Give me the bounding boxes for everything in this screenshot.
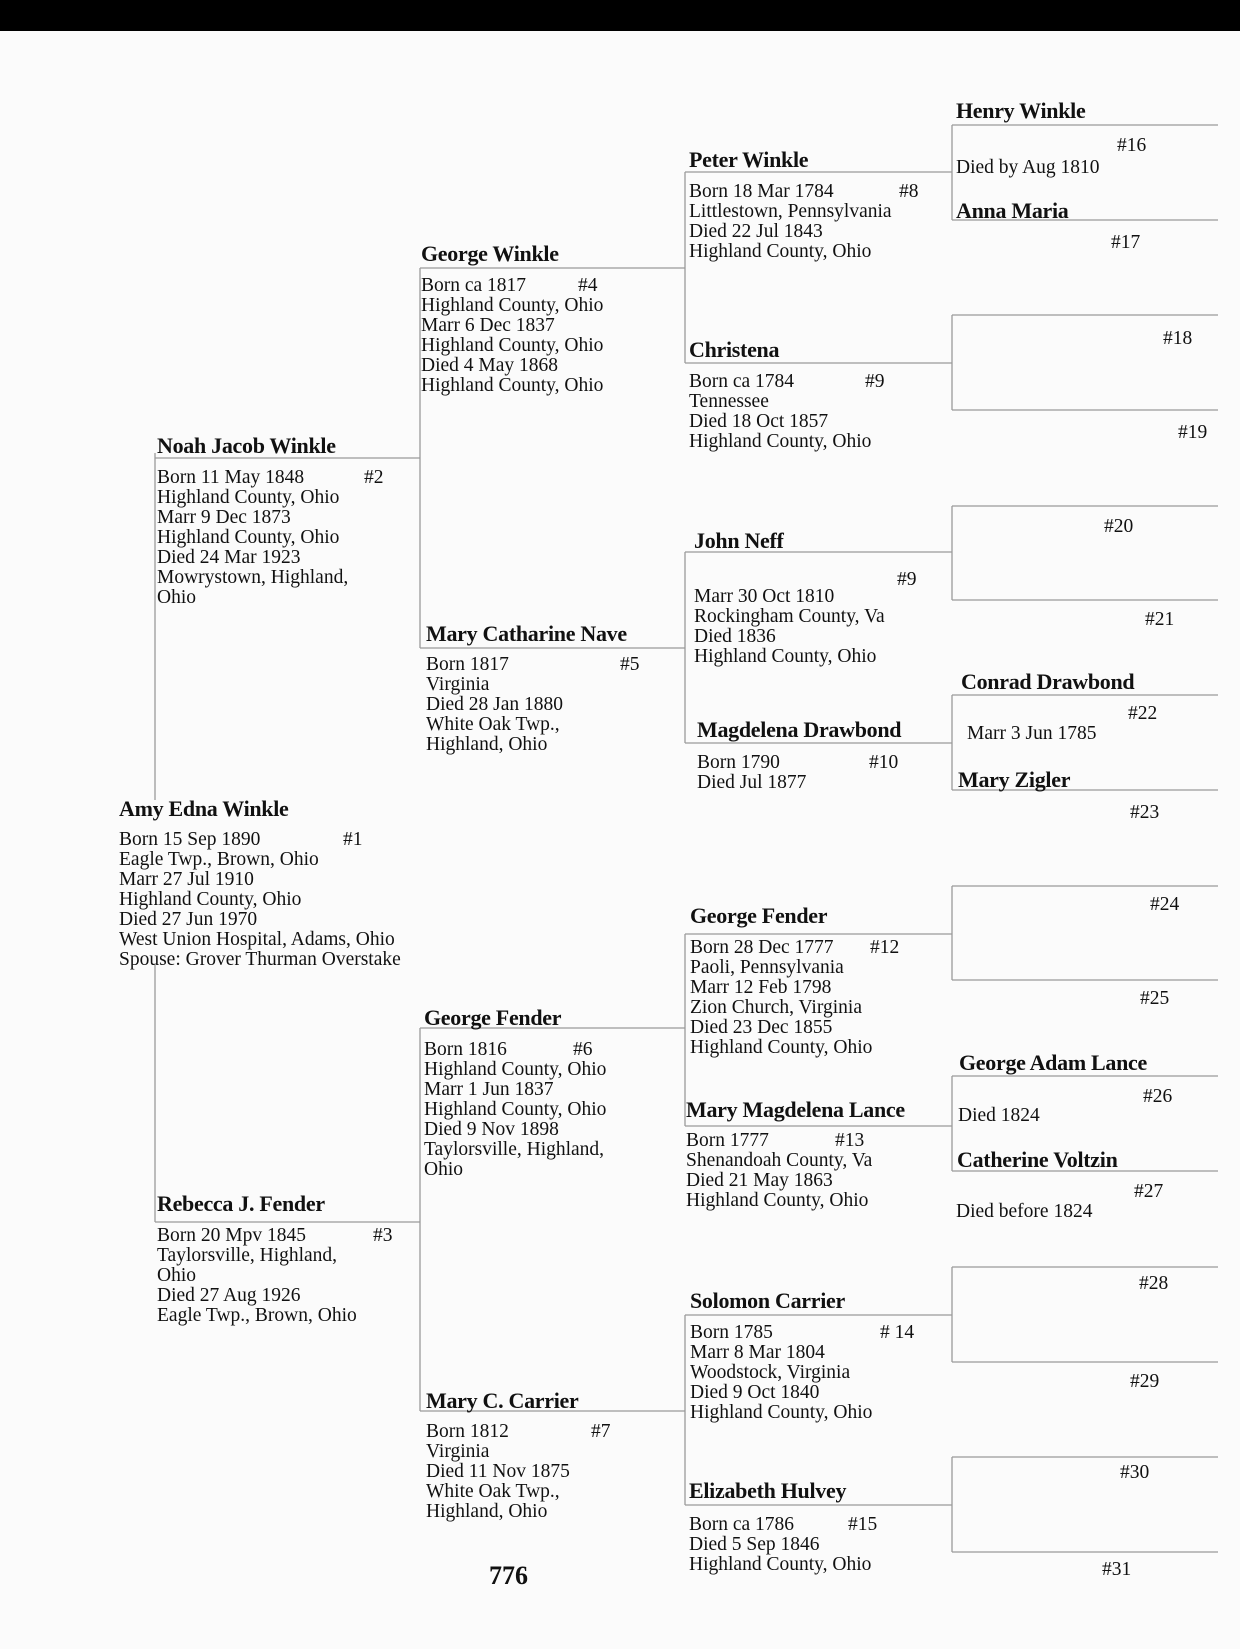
person-2-name: Noah Jacob Winkle bbox=[157, 433, 336, 458]
person-13-name: Mary Magdelena Lance bbox=[686, 1097, 905, 1122]
person-1-details: Born 15 Sep 1890 Eagle Twp., Brown, Ohio Marr 27 Jul 1910 Highland County, Ohio Died 27 Jun 1970 West Union Hospital, Adams, Ohio Spouse: Grover Thurman Overstake bbox=[119, 829, 401, 970]
person-8-details: Born 18 Mar 1784 Littlestown, Pennsylvania Died 22 Jul 1843 Highland County, Ohio bbox=[689, 181, 892, 262]
person-17-number: #17 bbox=[1111, 232, 1141, 253]
person-20-number: #20 bbox=[1104, 516, 1134, 537]
person-21-number: #21 bbox=[1145, 609, 1175, 630]
person-14-details: Born 1785 Marr 8 Mar 1804 Woodstock, Virginia Died 9 Oct 1840 Highland County, Ohio bbox=[690, 1322, 873, 1423]
person-15-details: Born ca 1786 Died 5 Sep 1846 Highland County, Ohio bbox=[689, 1514, 872, 1575]
person-11-details: Born 1790 Died Jul 1877 bbox=[697, 752, 807, 793]
person-3-number: #3 bbox=[373, 1225, 393, 1246]
person-9-name: Christena bbox=[689, 337, 780, 362]
person-26-name: George Adam Lance bbox=[959, 1050, 1147, 1075]
person-15-name: Elizabeth Hulvey bbox=[689, 1478, 847, 1503]
person-9-number: #9 bbox=[865, 371, 885, 392]
person-25-number: #25 bbox=[1140, 988, 1170, 1009]
person-7-details: Born 1812 Virginia Died 11 Nov 1875 White Oak Twp., Highland, Ohio bbox=[426, 1421, 570, 1522]
person-23-name: Mary Zigler bbox=[958, 767, 1071, 792]
person-9-details: Born ca 1784 Tennessee Died 18 Oct 1857 Highland County, Ohio bbox=[689, 371, 872, 452]
person-4-details: Born ca 1817 Highland County, Ohio Marr 6 Dec 1837 Highland County, Ohio Died 4 May 1868 Highland County, Ohio bbox=[421, 275, 604, 396]
person-16-name: Henry Winkle bbox=[956, 98, 1086, 123]
person-28-number: #28 bbox=[1139, 1273, 1169, 1294]
person-4-number: #4 bbox=[578, 275, 598, 296]
person-6-details: Born 1816 Highland County, Ohio Marr 1 Jun 1837 Highland County, Ohio Died 9 Nov 1898 Taylorsville, Highland, Ohio bbox=[424, 1039, 607, 1180]
person-1-number: #1 bbox=[343, 829, 363, 850]
person-2-details: Born 11 May 1848 Highland County, Ohio Marr 9 Dec 1873 Highland County, Ohio Died 24 Mar 1923 Mowrystown, Highland, Ohio bbox=[157, 467, 349, 608]
person-11-name: Magdelena Drawbond bbox=[697, 717, 902, 742]
person-23-number: #23 bbox=[1130, 802, 1160, 823]
person-15-number: #15 bbox=[848, 1514, 878, 1535]
person-27-name: Catherine Voltzin bbox=[957, 1147, 1118, 1172]
person-22-details: Marr 3 Jun 1785 bbox=[967, 723, 1097, 744]
person-18-number: #18 bbox=[1163, 328, 1193, 349]
person-12-name: George Fender bbox=[690, 903, 828, 928]
person-7-number: #7 bbox=[591, 1421, 611, 1442]
person-13-number: #13 bbox=[835, 1130, 865, 1151]
person-5-name: Mary Catharine Nave bbox=[426, 621, 627, 646]
person-4-name: George Winkle bbox=[421, 241, 559, 266]
person-22-number: #22 bbox=[1128, 703, 1158, 724]
page-number: 776 bbox=[489, 1561, 528, 1590]
person-27-number: #27 bbox=[1134, 1181, 1164, 1202]
person-2-number: #2 bbox=[364, 467, 384, 488]
person-13-details: Born 1777 Shenandoah County, Va Died 21 May 1863 Highland County, Ohio bbox=[686, 1130, 873, 1211]
person-11-number: #10 bbox=[869, 752, 899, 773]
person-30-number: #30 bbox=[1120, 1462, 1150, 1483]
person-26-number: #26 bbox=[1143, 1086, 1173, 1107]
person-10-name: John Neff bbox=[694, 528, 784, 553]
person-31-number: #31 bbox=[1102, 1559, 1132, 1580]
person-14-number: # 14 bbox=[880, 1322, 915, 1343]
person-22-name: Conrad Drawbond bbox=[961, 669, 1135, 694]
person-24-number: #24 bbox=[1150, 894, 1180, 915]
person-14-name: Solomon Carrier bbox=[690, 1288, 845, 1313]
person-16-number: #16 bbox=[1117, 135, 1147, 156]
person-12-number: #12 bbox=[870, 937, 900, 958]
person-6-number: #6 bbox=[573, 1039, 593, 1060]
person-17-name: Anna Maria bbox=[956, 198, 1069, 223]
person-10-details: Marr 30 Oct 1810 Rockingham County, Va Died 1836 Highland County, Ohio bbox=[694, 586, 885, 667]
person-8-number: #8 bbox=[899, 181, 919, 202]
person-16-details: Died by Aug 1810 bbox=[956, 157, 1100, 178]
person-5-details: Born 1817 Virginia Died 28 Jan 1880 White Oak Twp., Highland, Ohio bbox=[426, 654, 564, 755]
person-8-name: Peter Winkle bbox=[689, 147, 809, 172]
person-7-name: Mary C. Carrier bbox=[426, 1388, 579, 1413]
person-26-details: Died 1824 bbox=[958, 1105, 1040, 1126]
person-5-number: #5 bbox=[620, 654, 640, 675]
person-3-details: Born 20 Mpv 1845 Taylorsville, Highland, Ohio Died 27 Aug 1926 Eagle Twp., Brown, Ohio bbox=[157, 1225, 357, 1326]
person-12-details: Born 28 Dec 1777 Paoli, Pennsylvania Marr 12 Feb 1798 Zion Church, Virginia Died 23 Dec 1855 Highland County, Ohio bbox=[690, 937, 873, 1058]
person-29-number: #29 bbox=[1130, 1371, 1160, 1392]
person-10-number: #9 bbox=[897, 569, 917, 590]
person-27-details: Died before 1824 bbox=[956, 1201, 1093, 1222]
person-19-number: #19 bbox=[1178, 422, 1208, 443]
person-1-name: Amy Edna Winkle bbox=[119, 796, 289, 821]
person-6-name: George Fender bbox=[424, 1005, 562, 1030]
person-3-name: Rebecca J. Fender bbox=[157, 1191, 325, 1216]
